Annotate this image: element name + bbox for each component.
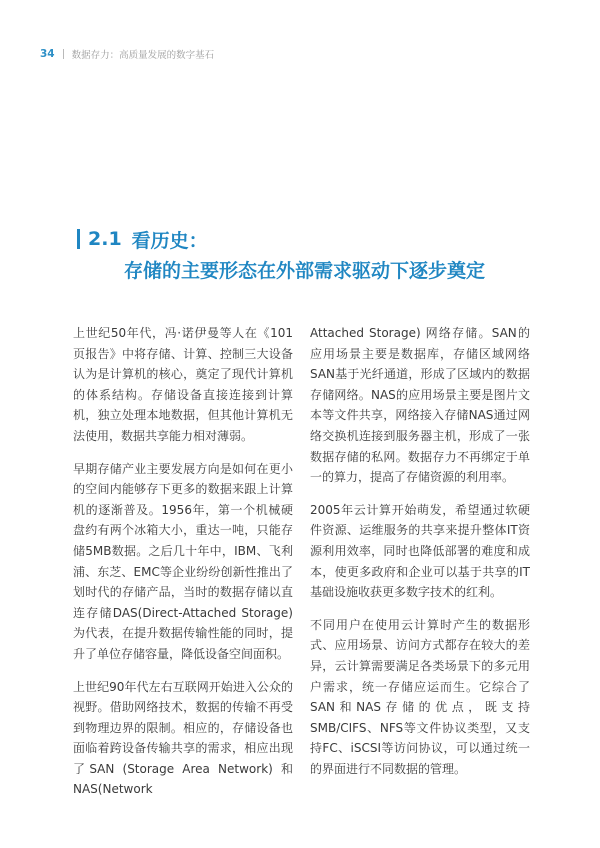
paragraph: Attached Storage) 网络存储。SAN的应用场景主要是数据库，存储区域网络SAN基于光纤通道，形成了区域内的数据存储网络。NAS的应用场景主要是图片文本等文件共享，网络接入存储NAS通过网络交换机连接到服务器主机，形成了一张数据存储的私网。数据存力不再绑定于单一的算力，提高了存储资源的利用率。	[310, 326, 530, 485]
running-header	[40, 46, 214, 62]
section-heading-line1	[77, 226, 547, 252]
section-heading	[77, 226, 547, 286]
paragraph: 早期存储产业主要发展方向是如何在更小的空间内能够存下更多的数据来跟上计算机的逐渐普及。1956年，第一个机械硬盘约有两个冰箱大小，重达一吨，只能存储5MB数据。之后几十年中，IBM、飞利浦、东芝、EMC等企业纷纷创新性推出了划时代的存储产品，当时的数据存储以直连存储DAS(Direct-Attached Storage) 为代表，在提升数据传输性能的同时，提升了单位存储容量，降低设备空间面积。	[73, 461, 293, 661]
paragraph: 上世纪50年代，冯·诺伊曼等人在《101页报告》中将存储、计算、控制三大设备认为是计算机的核心，奠定了现代计算机的体系结构。存储设备直接连接到计算机，独立处理本地数据，但其他计算机无法使用，数据共享能力相对薄弱。	[73, 326, 293, 443]
paragraph: 2005年云计算开始萌发，希望通过软硬件资源、运维服务的共享来提升整体IT资源利用效率，同时也降低部署的难度和成本，使更多政府和企业可以基于共享的IT基础设施收获更多数字技术的红利。	[310, 502, 530, 600]
section-number: 2.1	[88, 228, 122, 250]
paragraph: 不同用户在使用云计算时产生的数据形式、应用场景、访问方式都存在较大的差异，云计算需要满足各类场景下的多元用户需求，统一存储应运而生。它综合了SAN和NAS存储的优点，既支持SMB/CIFS、NFS等文件协议类型，又支持FC、iSCSI等访问协议，可以通过统一的界面进行不同数据的管理。	[310, 617, 530, 776]
paragraph: 上世纪90年代左右互联网开始进入公众的视野。借助网络技术，数据的传输不再受到物理边界的限制。相应的，存储设备也面临着跨设备传输共享的需求，相应出现了SAN (Storage Area Network) 和 NAS(Network	[73, 679, 293, 797]
text-column-right	[310, 323, 530, 791]
text-column-left	[73, 323, 293, 812]
heading-accent-bar	[77, 229, 80, 249]
page-number: 34	[40, 48, 55, 60]
running-title: 数据存力：高质量发展的数字基石	[71, 50, 215, 61]
section-title-line2: 存储的主要形态在外部需求驱动下逐步奠定	[124, 260, 486, 282]
header-divider	[63, 49, 64, 59]
section-title-line1: 看历史：	[131, 229, 208, 252]
